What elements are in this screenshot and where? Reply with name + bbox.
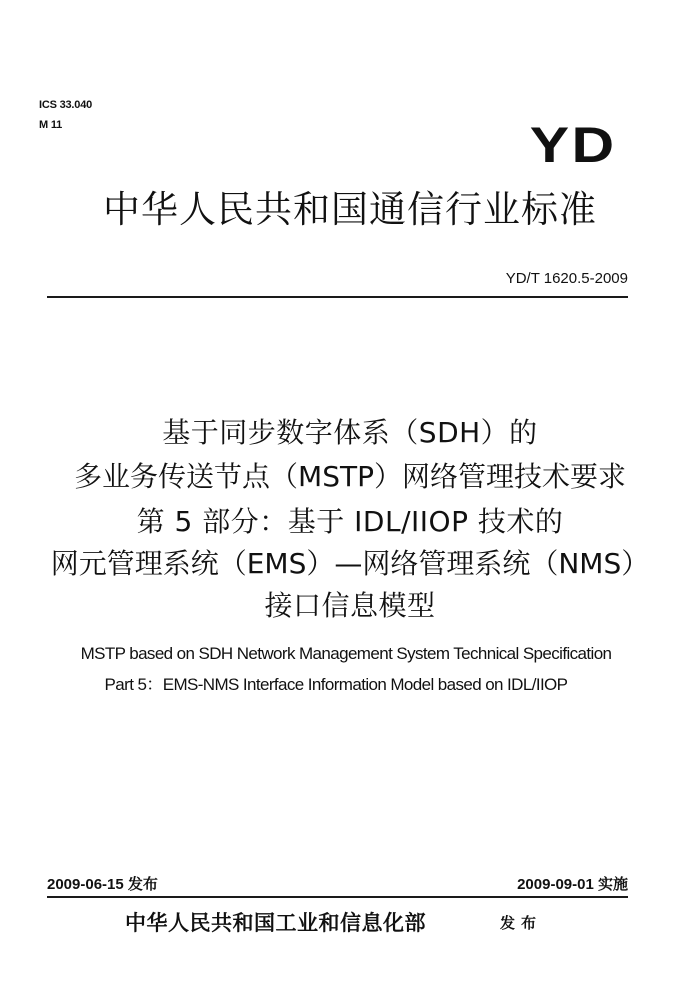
publish-label: 发布	[500, 914, 543, 932]
title-cn-line-1: 基于同步数字体系（SDH）的	[162, 416, 538, 449]
issue-date: 2009-06-15 发布	[47, 876, 158, 893]
title-cn-line-3: 第 5 部分：基于 IDL/IIOP 技术的	[136, 505, 564, 538]
standard-number: YD/T 1620.5-2009	[505, 270, 628, 287]
top-divider	[47, 296, 628, 298]
standard-category-title: 中华人民共和国通信行业标准	[103, 188, 597, 231]
title-cn-line-2: 多业务传送节点（MSTP）网络管理技术要求	[74, 460, 626, 493]
implementation-date: 2009-09-01 实施	[517, 876, 628, 893]
ics-code: ICS 33.040	[39, 99, 93, 111]
ccs-code: M 11	[39, 119, 63, 131]
title-cn-line-4: 网元管理系统（EMS）—网络管理系统（NMS）	[50, 547, 650, 580]
title-en-line-1: MSTP based on SDH Network Management System Technical Specification	[80, 644, 612, 663]
bottom-divider	[47, 896, 628, 898]
publisher-name: 中华人民共和国工业和信息化部	[125, 910, 426, 935]
title-cn-line-5: 接口信息模型	[264, 589, 436, 622]
yd-logo: YD	[529, 117, 616, 173]
title-en-line-2: Part 5：EMS-NMS Interface Information Model based on IDL/IIOP	[104, 675, 568, 694]
